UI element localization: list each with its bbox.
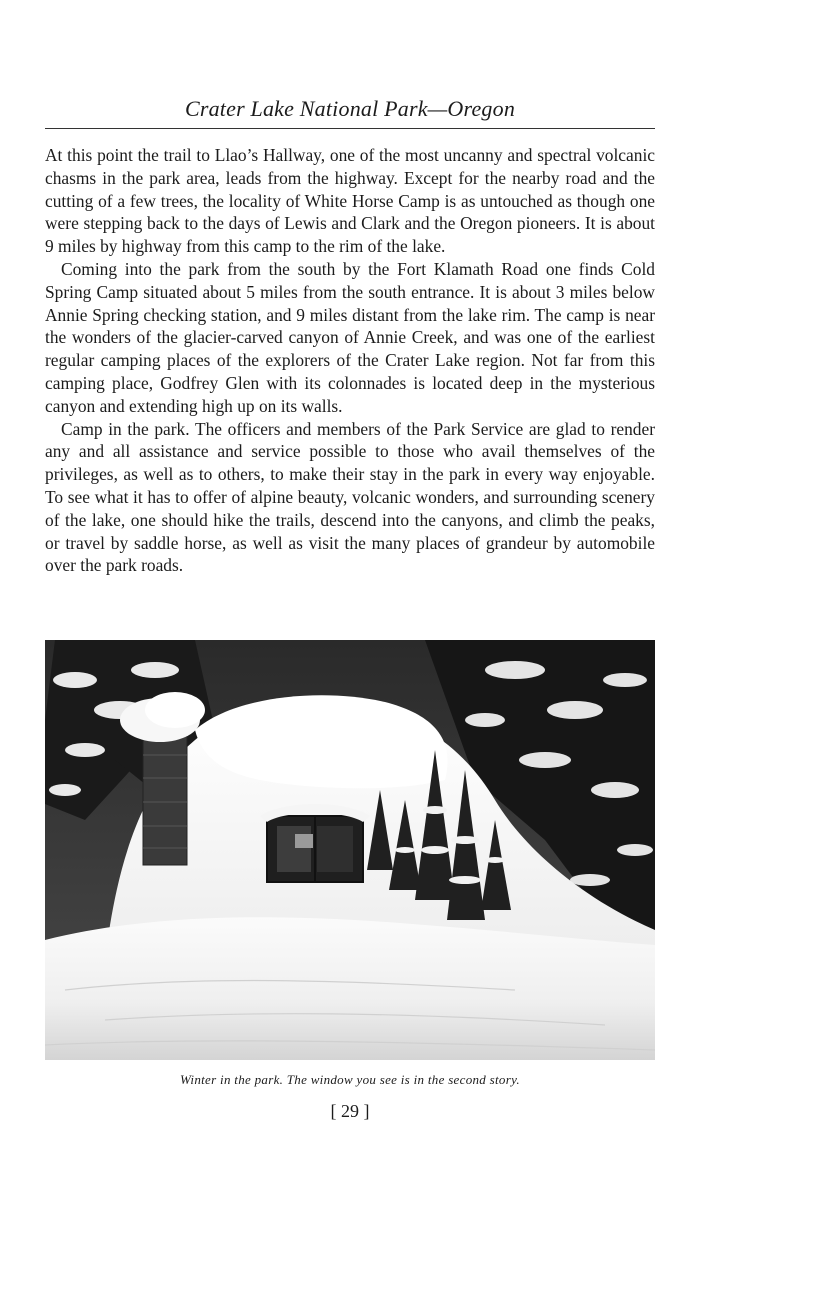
running-head: Crater Lake National Park—Oregon <box>184 96 516 121</box>
snow-foreground <box>45 917 655 1060</box>
paragraph-white-horse-camp: At this point the trail to Llao’s Hallway, one of the most uncanny and spectral volcanic chasms in the park area, leads from the highway. Except for the nearby road and the cutting of a few trees, the locality of White Horse Camp is as untouched as though one were stepping back to the days of Lewis and Clark and the Oregon pioneers. It is about 9 miles by highway from this camp to the rim of the lake. <box>45 145 655 257</box>
page-number: [ 29 ] <box>330 1101 370 1121</box>
winter-cabin-photo <box>45 640 655 1060</box>
header-rule <box>45 128 655 129</box>
paragraph-camp-in-the-park: Camp in the park. The officers and members of the Park Service are glad to render any and all assistance and service possible to those who avail themselves of the privileges, as well as to others, to make their stay in the park in every way enjoyable. To see what it has to offer of alpine beauty, volcanic wonders, and surrounding scenery of the lake, one should hike the trails, descend into the canyons, and climb the peaks, or travel by saddle horse, as well as visit the many places of grandeur by automobile over the park roads. <box>45 418 655 576</box>
photo-caption: Winter in the park. The window you see is in the second story. <box>180 1072 520 1087</box>
second-story-window <box>260 804 370 882</box>
body-text <box>45 144 655 577</box>
paragraph-cold-spring-camp: Coming into the park from the south by the Fort Klamath Road one finds Cold Spring Camp situated about 5 miles from the south entrance. It is about 3 miles below Annie Spring checking station, and 9 miles distant from the lake rim. The camp is near the wonders of the glacier-carved canyon of Annie Creek, and was one of the earliest regular camping places of the explorers of the Crater Lake region. Not far from this camping place, Godfrey Glen with its colonnades is located deep in the mysterious canyon and extending high up on its walls. <box>45 258 655 416</box>
